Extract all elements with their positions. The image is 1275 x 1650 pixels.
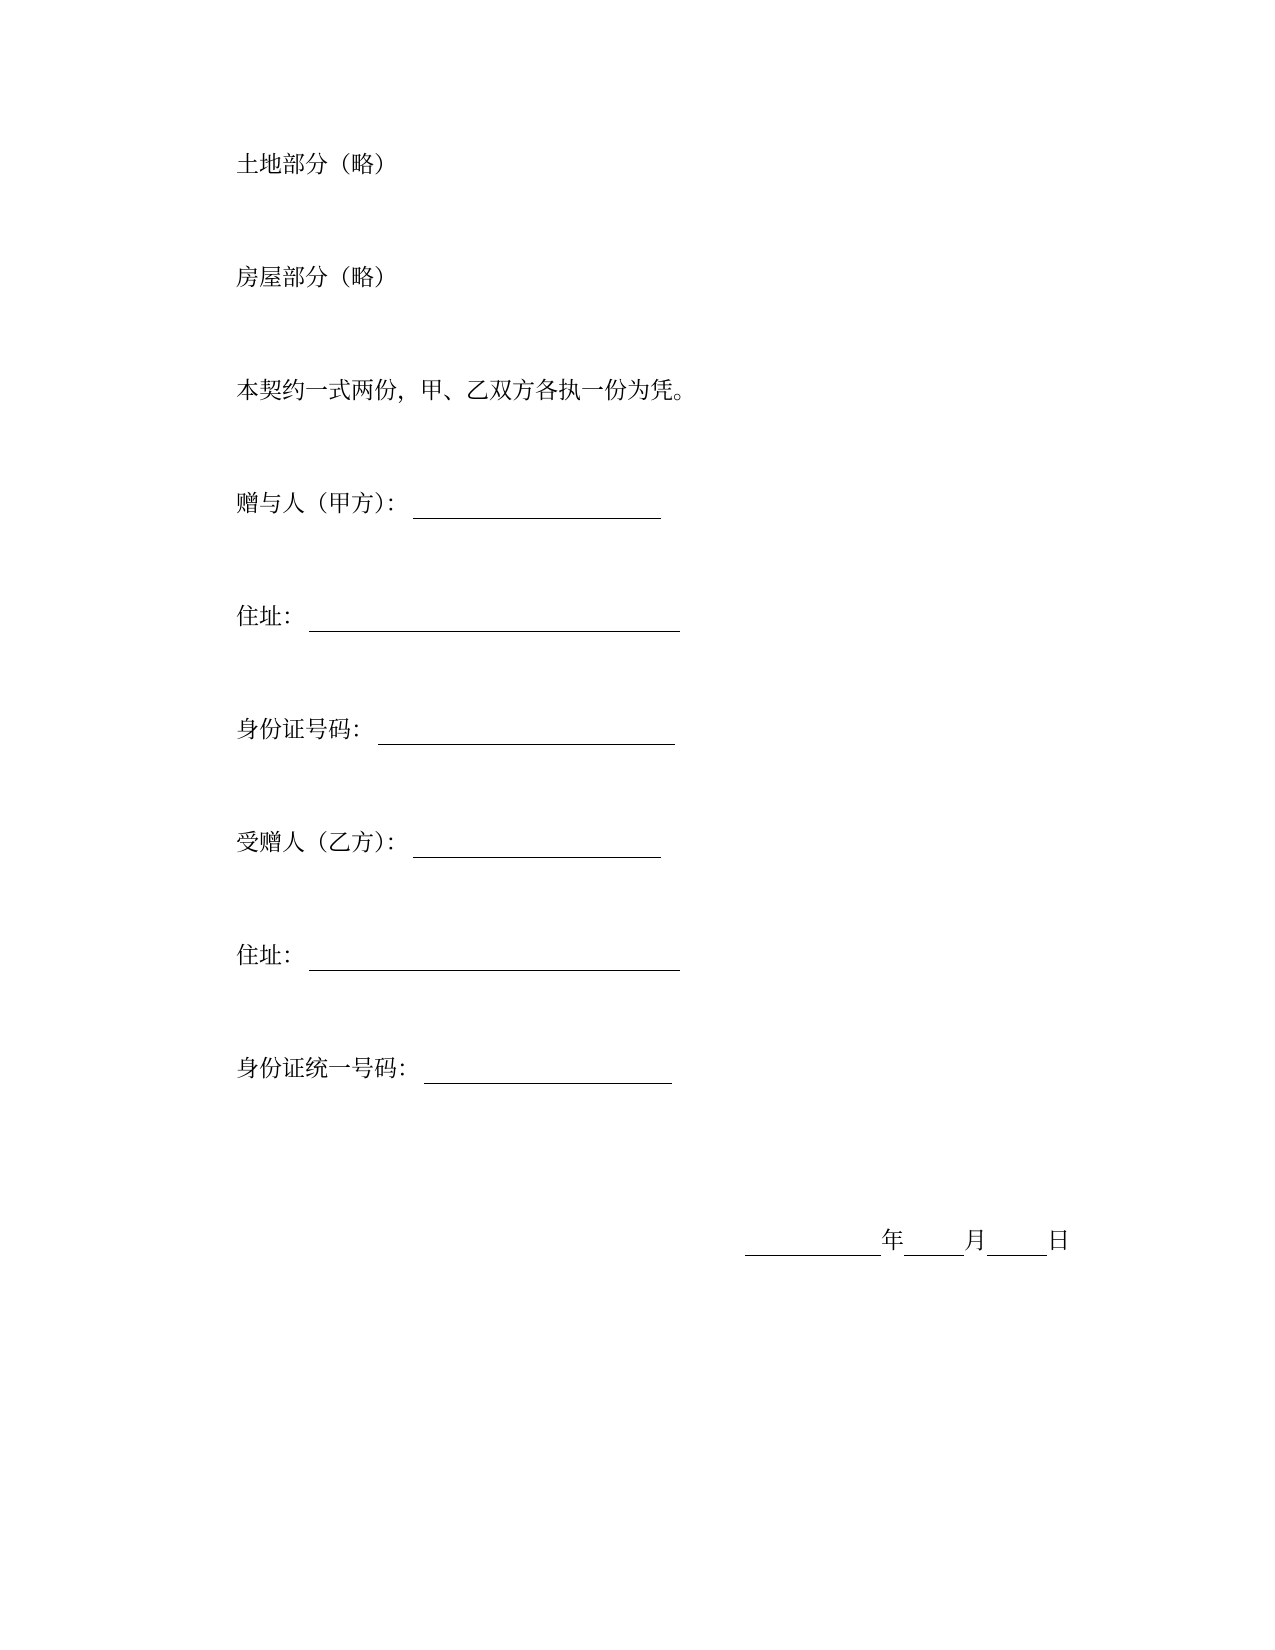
donor-label: 赠与人（甲方）：	[236, 491, 409, 517]
donor-name-blank[interactable]	[413, 494, 661, 519]
recipient-label: 受赠人（乙方）：	[236, 830, 409, 856]
recipient-id-row	[236, 1054, 672, 1084]
donor-address-label: 住址：	[236, 604, 305, 630]
land-section-label: 土地部分（略）	[236, 152, 397, 178]
copies-statement	[236, 376, 696, 406]
year-label: 年	[881, 1228, 904, 1254]
recipient-id-label: 身份证统一号码：	[236, 1056, 420, 1082]
signature-date-row	[745, 1226, 1070, 1256]
donor-id-blank[interactable]	[378, 720, 675, 745]
house-section-label: 房屋部分（略）	[236, 265, 397, 291]
day-label: 日	[1047, 1228, 1070, 1254]
copies-statement-text: 本契约一式两份，甲、乙双方各执一份为凭。	[236, 378, 696, 404]
recipient-address-row	[236, 941, 680, 971]
donor-name-row	[236, 489, 661, 519]
year-blank[interactable]	[745, 1231, 881, 1256]
donor-id-row	[236, 715, 675, 745]
day-blank[interactable]	[987, 1231, 1047, 1256]
month-blank[interactable]	[904, 1231, 964, 1256]
donor-id-label: 身份证号码：	[236, 717, 374, 743]
month-label: 月	[964, 1228, 987, 1254]
recipient-name-row	[236, 828, 661, 858]
recipient-address-blank[interactable]	[309, 946, 680, 971]
donor-address-blank[interactable]	[309, 607, 680, 632]
donor-address-row	[236, 602, 680, 632]
land-section-text	[236, 150, 397, 180]
recipient-id-blank[interactable]	[424, 1059, 672, 1084]
house-section-text	[236, 263, 397, 293]
recipient-name-blank[interactable]	[413, 833, 661, 858]
recipient-address-label: 住址：	[236, 943, 305, 969]
